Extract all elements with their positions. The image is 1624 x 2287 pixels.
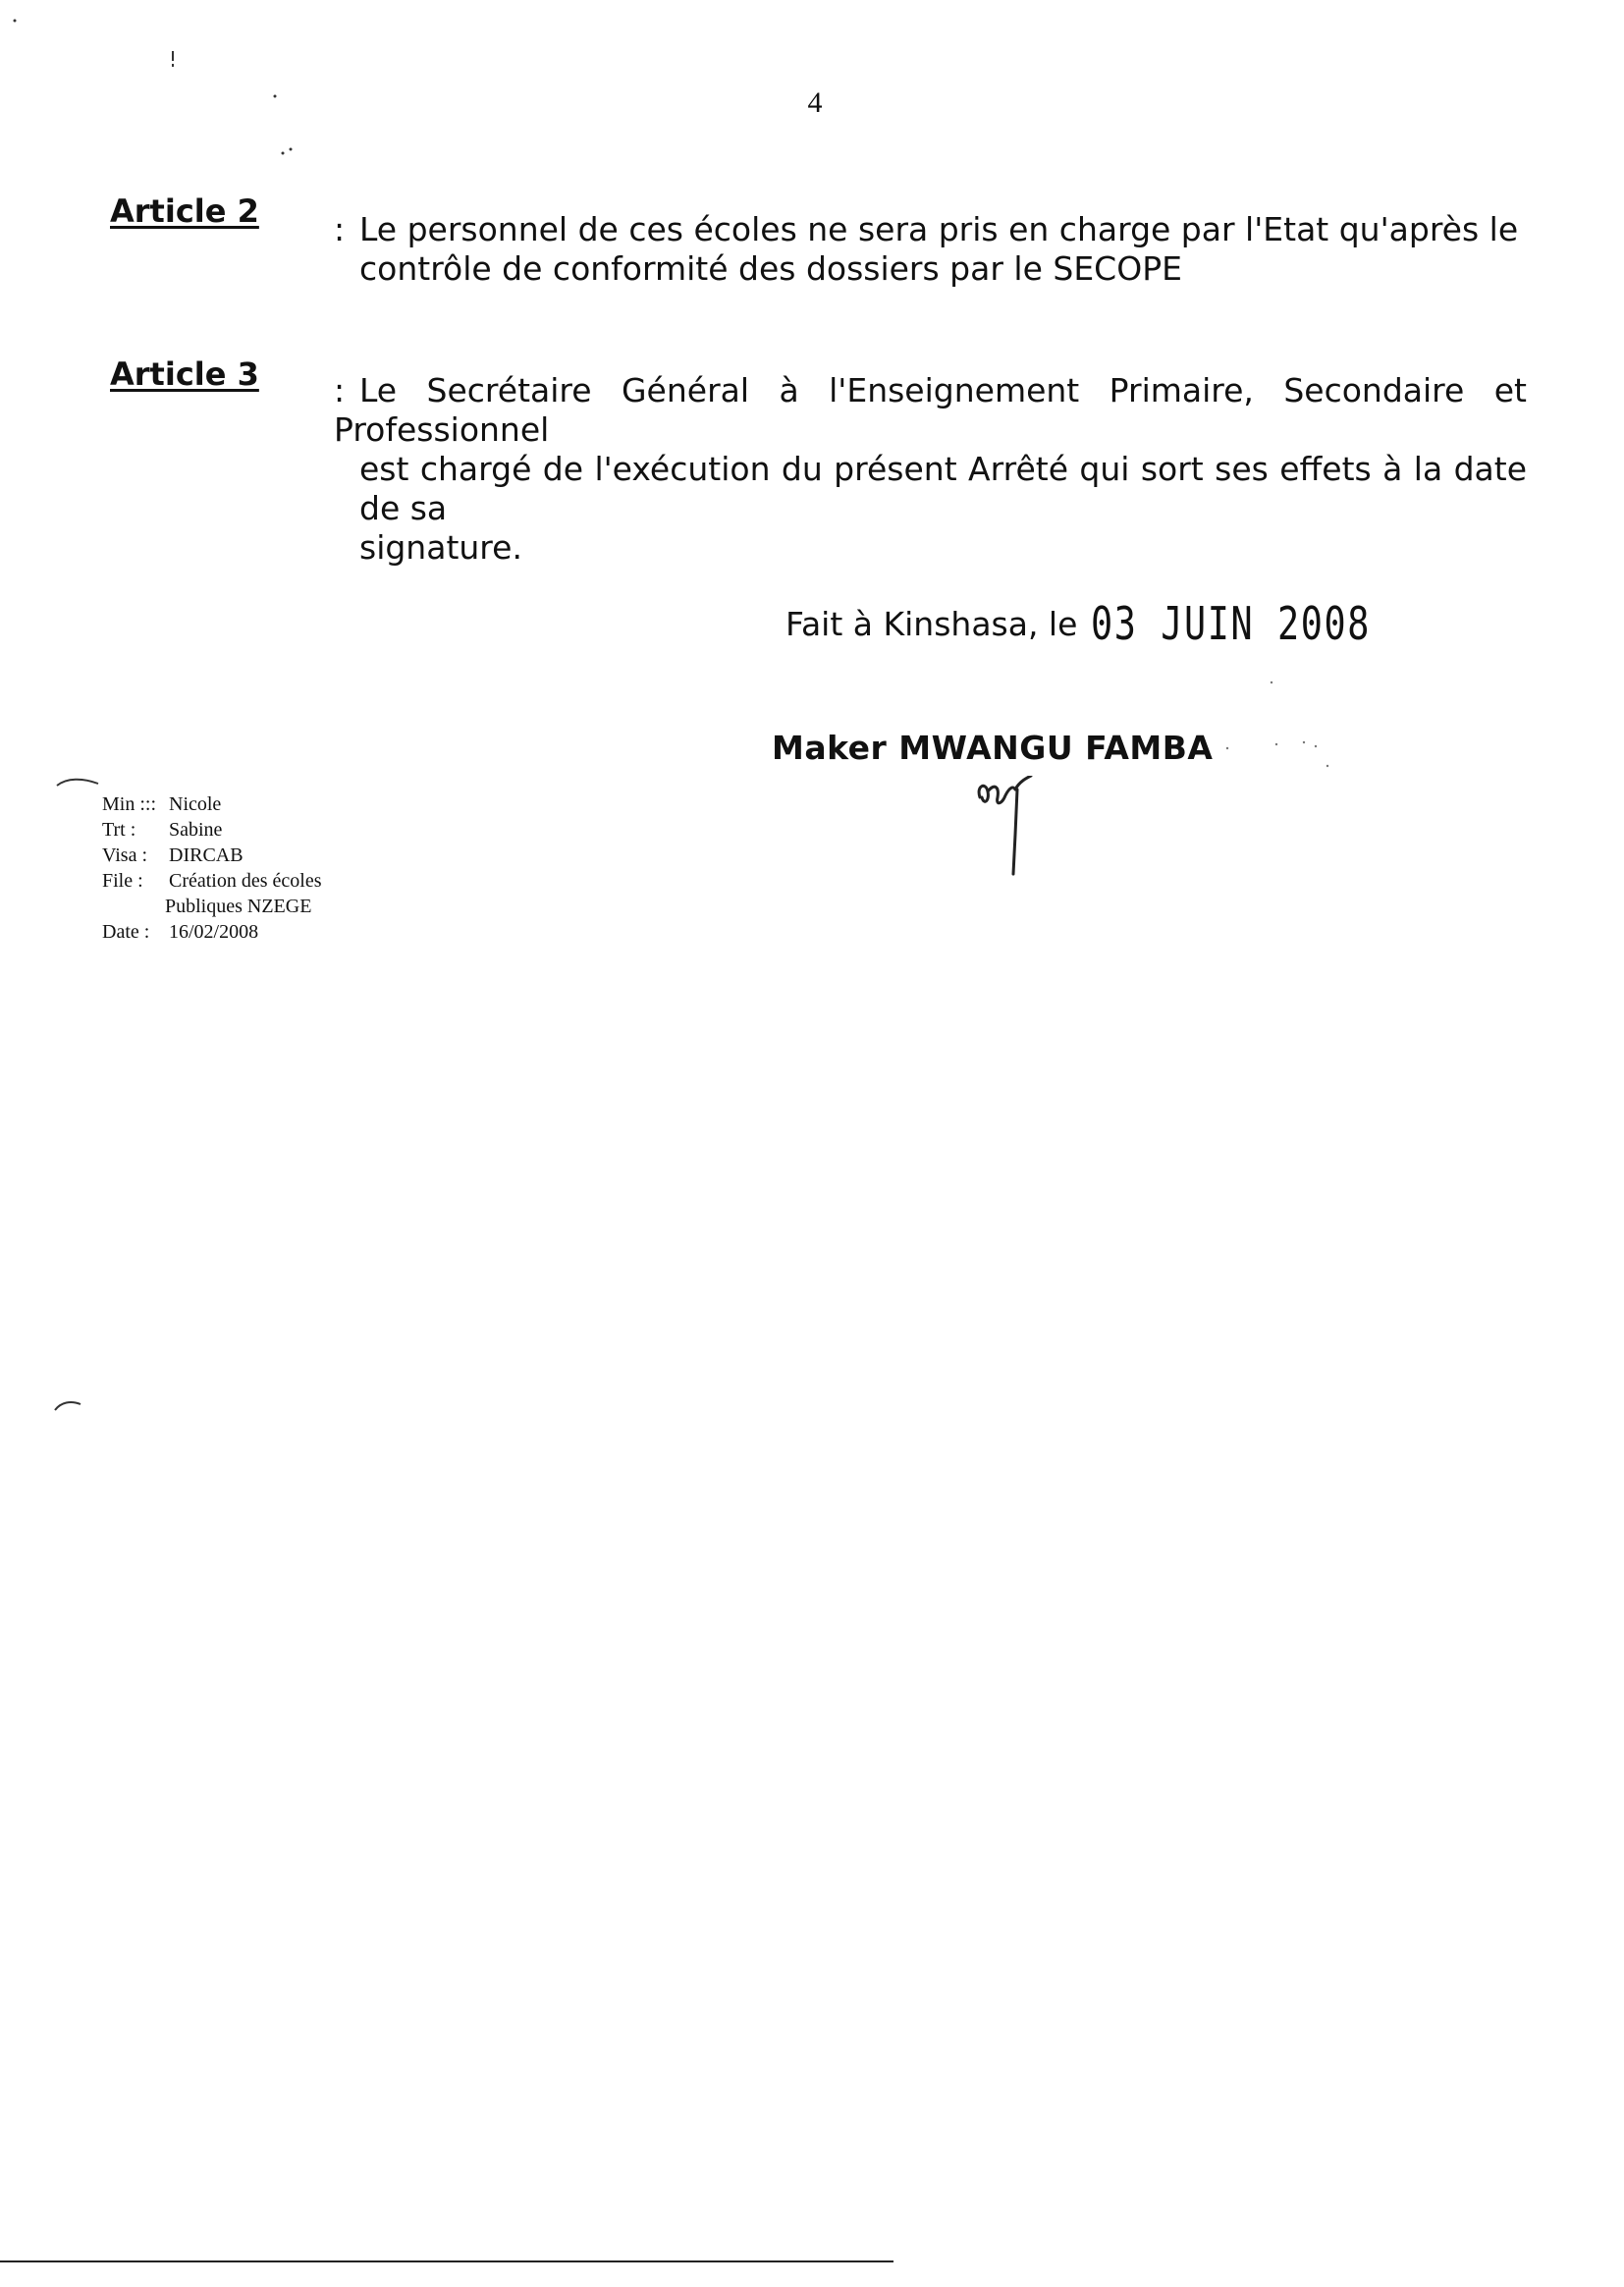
scan-speck [1218,727,1335,776]
article-3-line-1: : Le Secrétaire Général à l'Enseignement Primaire, Secondaire et Professionnel [334,371,1527,449]
article-3-colon: : [334,371,346,409]
reference-date: Date : 16/02/2008 [102,921,259,943]
article-2-label: Article 2 [110,192,259,230]
reference-block [102,791,322,945]
scan-speck [1267,678,1276,687]
place-date-line [785,597,1441,650]
page-number: 4 [807,86,823,119]
article-2-colon: : [334,210,346,248]
signatory-name: Maker MWANGU FAMBA [772,729,1214,767]
article-3-line-3: signature. [359,528,522,567]
article-2-line-2: contrôle de conformité des dossiers par le SECOPE [359,249,1182,288]
stamped-date: 03 JUIN 2008 [1091,597,1372,650]
bottom-rule [0,2260,893,2262]
reference-min: Min ::: Nicole [102,793,222,815]
place-text: Fait à Kinshasa, le [785,605,1078,643]
scan-mark [53,1398,82,1412]
article-3-body [334,371,1527,568]
article-3-line-2: est chargé de l'exécution du présent Arrêté qui sort ses effets à la date de sa [359,450,1527,527]
reference-file: File : Création des écoles [102,870,322,892]
article-2-line-1: : Le personnel de ces écoles ne sera pris en charge par l'Etat qu'après le [334,210,1519,248]
handwritten-signature [972,776,1051,884]
article-3-label: Article 3 [110,355,259,393]
reference-visa: Visa : DIRCAB [102,844,244,866]
reference-trt: Trt : Sabine [102,819,223,841]
scan-speck [265,88,304,167]
scan-mark [55,776,100,791]
reference-file-continued: Publiques NZEGE [165,896,312,917]
scan-speck [10,16,20,26]
article-2-body [334,210,1527,289]
scan-speck [167,49,179,69]
